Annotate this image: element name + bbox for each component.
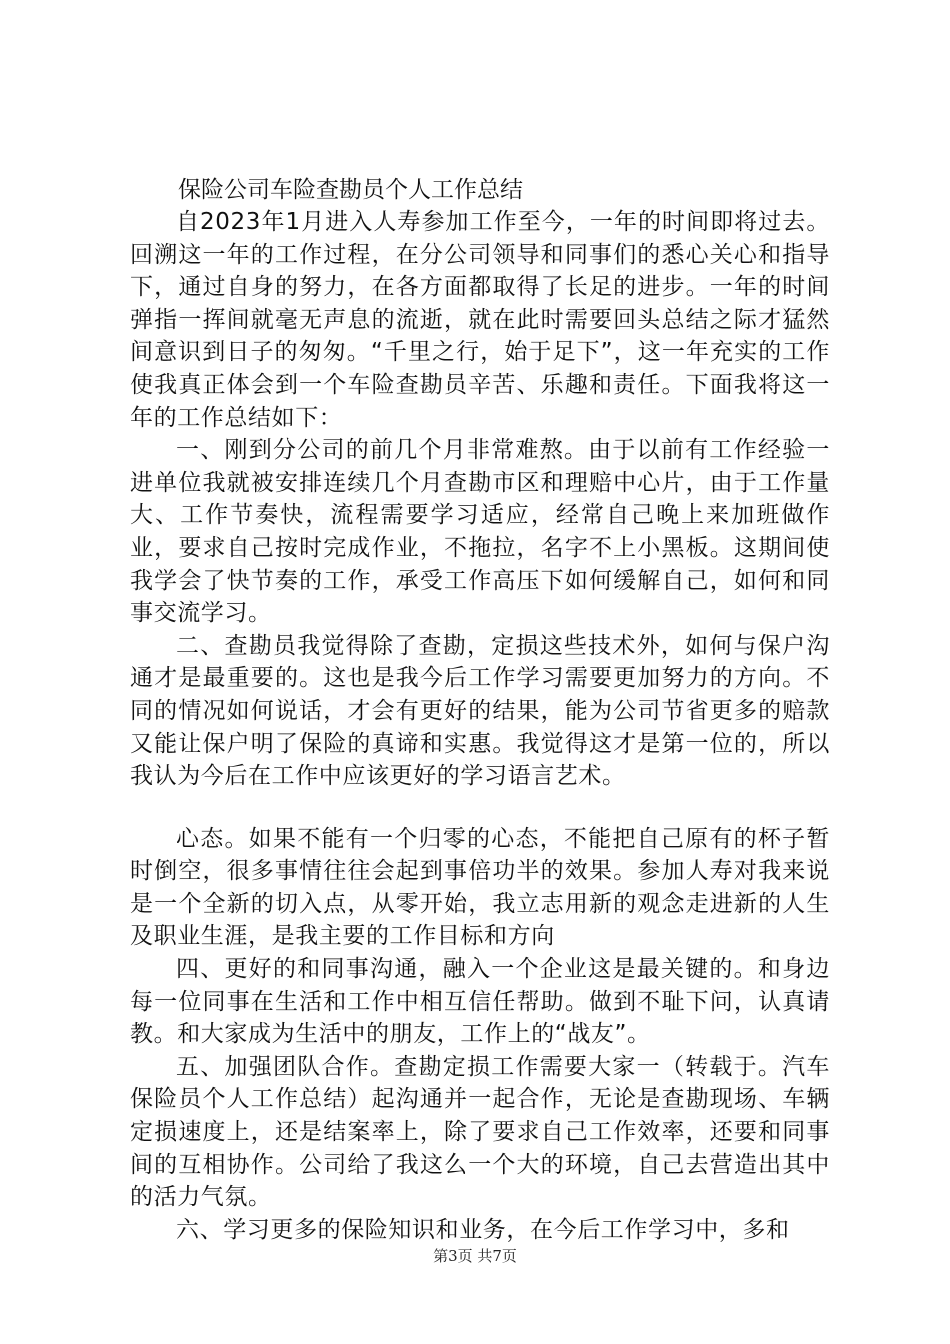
paragraph-gap (130, 793, 830, 823)
document-title: 保险公司车险查勘员个人工作总结 (178, 177, 523, 203)
paragraph-section-1: 一、刚到分公司的前几个月非常难熬。由于以前有工作经验一进单位我就被安排连续几个月查勘市区和理赔中心片，由于工作量大、工作节奏快，流程需要学习适应，经常自己晚上来加班做作业，要求自己按时完成作业，不拖拉，名字不上小黑板。这期间使我学会了快节奏的工作，承受工作高压下如何缓解自己，如何和同事交流学习。 (130, 437, 830, 627)
paragraph-section-6: 六、学习更多的保险知识和业务，在今后工作学习中，多和 (176, 1216, 790, 1243)
page-number-footer: 第3页 共7页 (433, 1247, 517, 1265)
document-body (130, 174, 830, 1246)
paragraph-section-4: 四、更好的和同事沟通，融入一个企业这是最关键的。和身边每一位同事在生活和工作中相互信任帮助。做到不耻下问，认真请教。和大家成为生活中的朋友，工作上的“战友”。 (130, 956, 830, 1048)
paragraph-section-5: 五、加强团队合作。查勘定损工作需要大家一（转载于。汽车保险员个人工作总结）起沟通并一起合作，无论是查勘现场、车辆定损速度上，还是结案率上，除了要求自己工作效率，还要和同事间的互相协作。公司给了我这么一个大的环境，自己去营造出其中的活力气氛。 (130, 1053, 830, 1211)
paragraph-intro: 自2023年1月进入人寿参加工作至今，一年的时间即将过去。回溯这一年的工作过程，在分公司领导和同事们的悉心关心和指导下，通过自身的努力，在各方面都取得了长足的进步。一年的时间弹指一挥间就毫无声息的流逝，就在此时需要回头总结之际才猛然间意识到日子的匆匆。“千里之行，始于足下”，这一年充实的工作使我真正体会到一个车险查勘员辛苦、乐趣和责任。下面我将这一年的工作总结如下： (130, 209, 830, 431)
paragraph-mindset: 心态。如果不能有一个归零的心态，不能把自己原有的杯子暂时倒空，很多事情往往会起到事倍功半的效果。参加人寿对我来说是一个全新的切入点，从零开始，我立志用新的观念走进新的人生及职业生涯，是我主要的工作目标和方向 (130, 825, 830, 950)
paragraph-section-2: 二、查勘员我觉得除了查勘，定损这些技术外，如何与保户沟通才是最重要的。这也是我今后工作学习需要更加努力的方向。不同的情况如何说话，才会有更好的结果，能为公司节省更多的赔款又能让保户明了保险的真谛和实惠。我觉得这才是第一位的，所以我认为今后在工作中应该更好的学习语言艺术。 (130, 632, 830, 790)
